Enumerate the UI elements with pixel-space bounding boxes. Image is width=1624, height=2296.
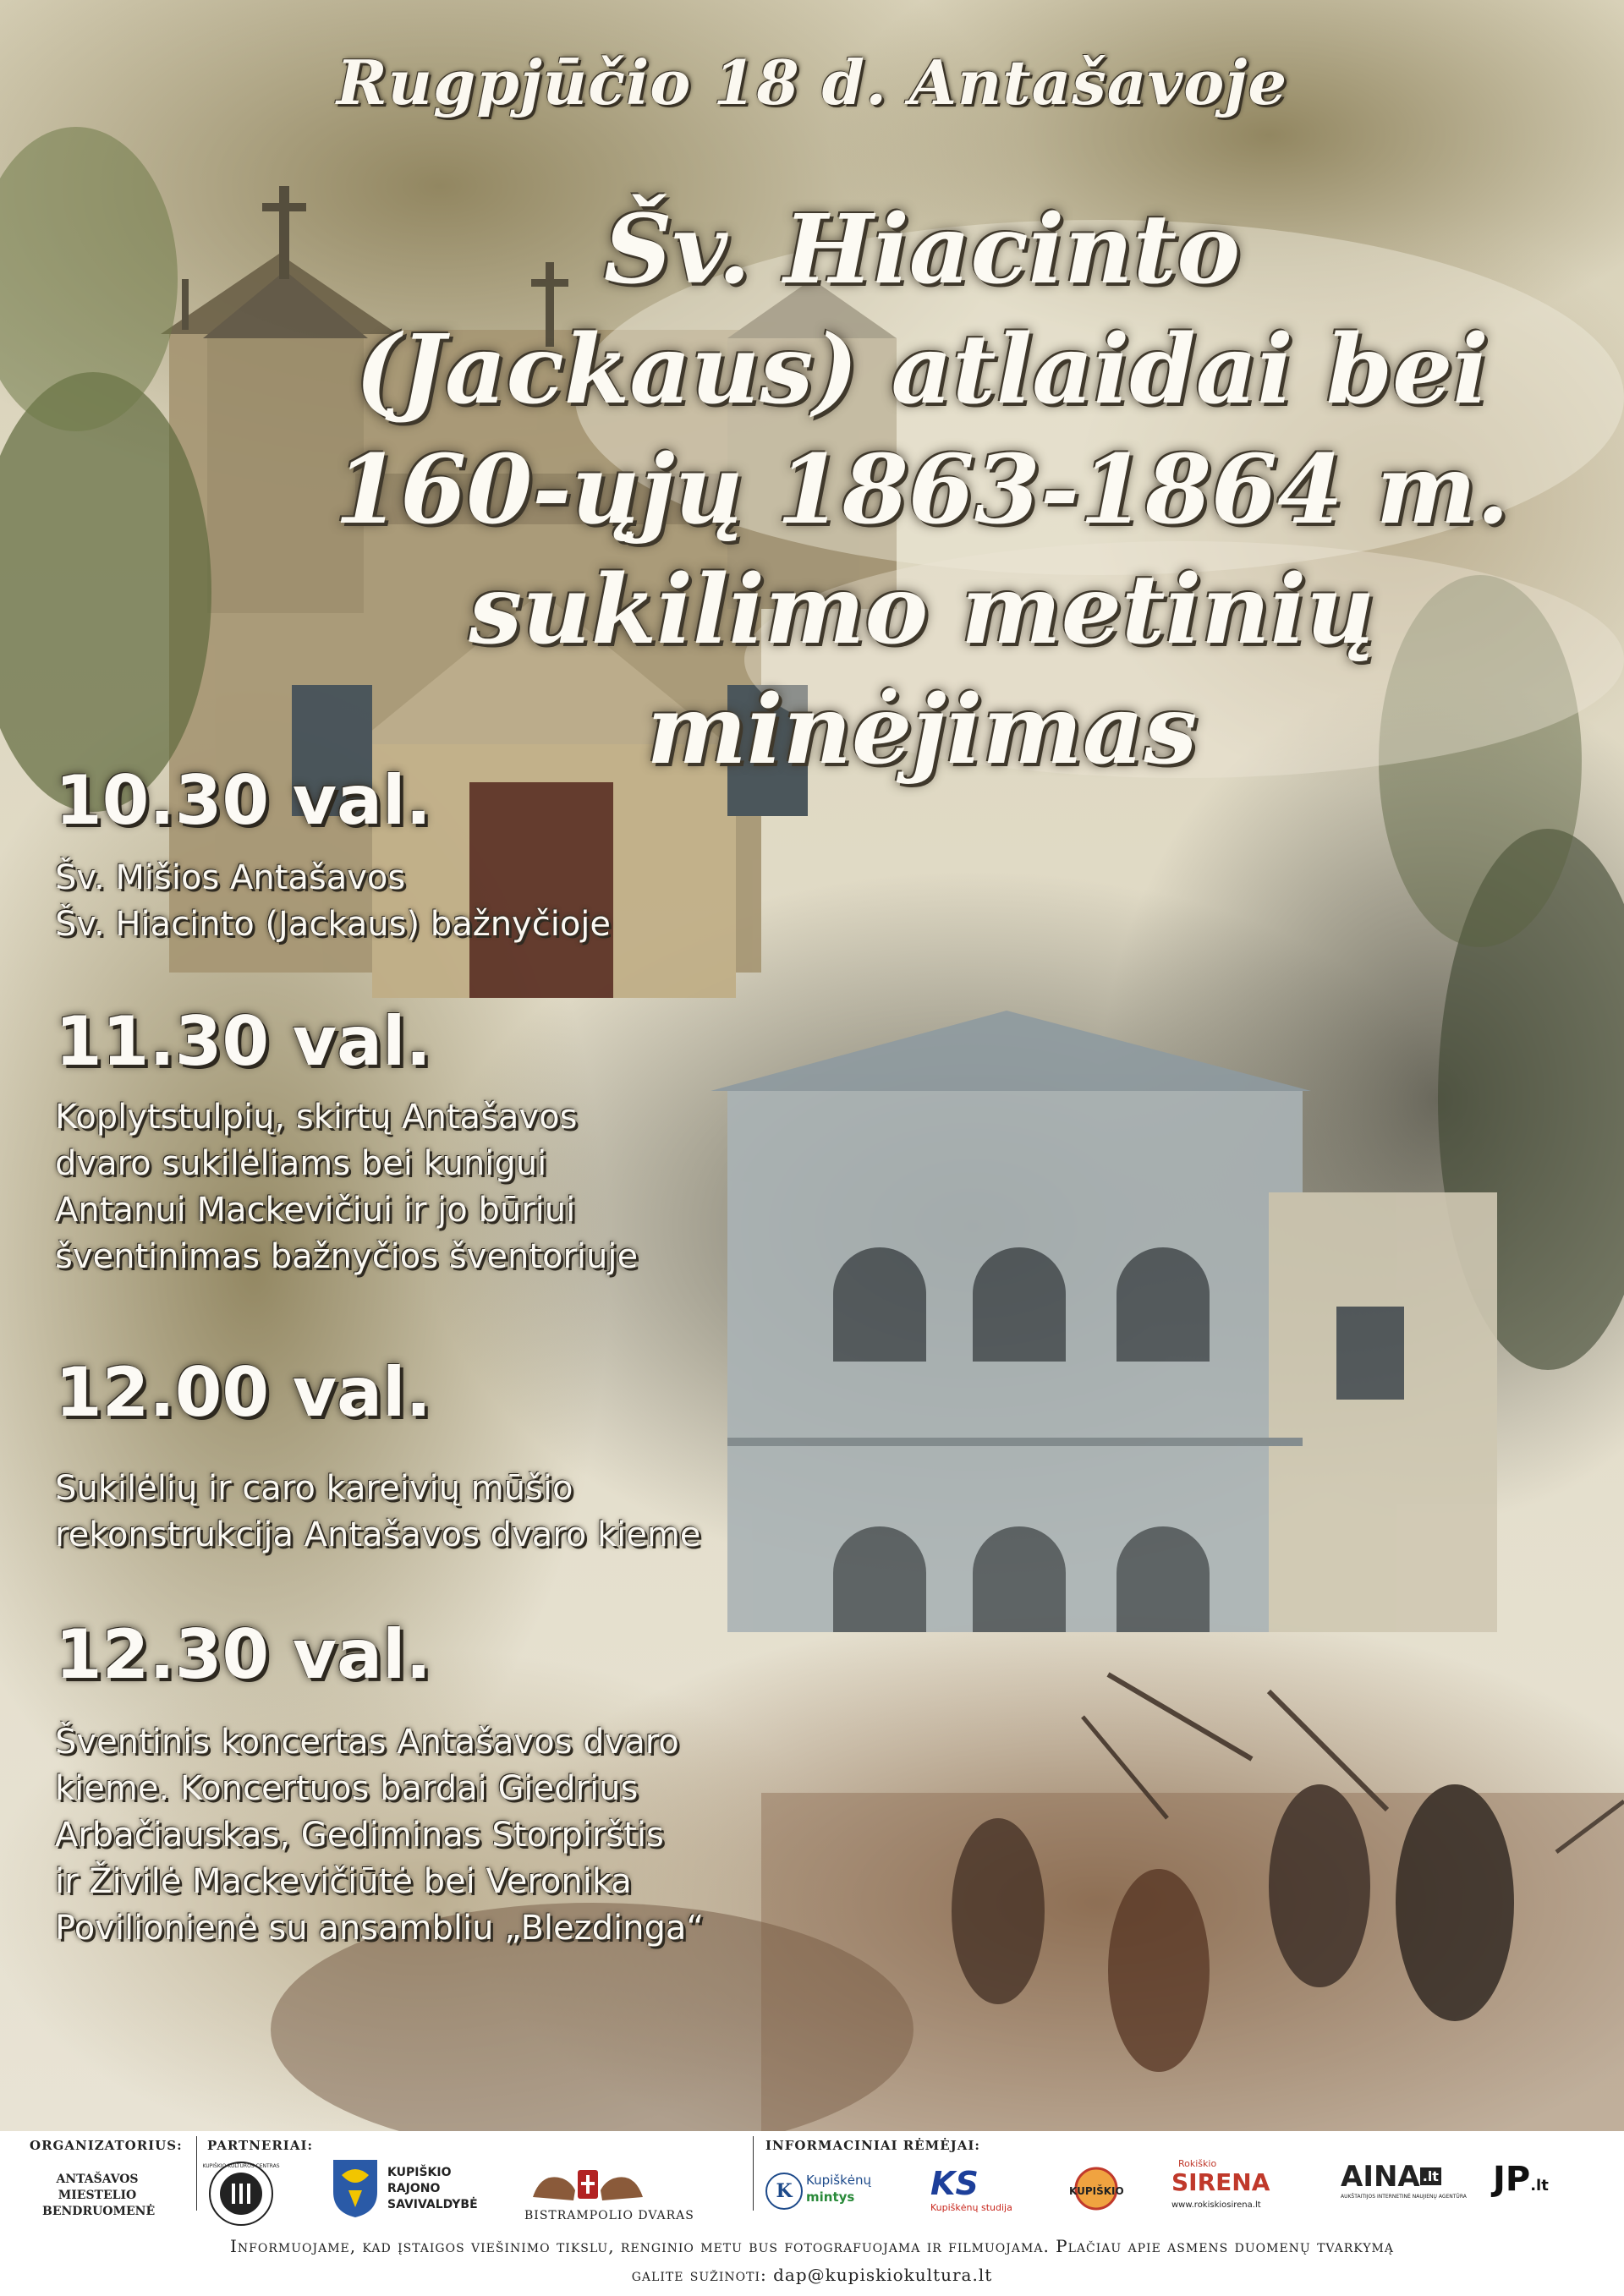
contact-email[interactable]: dap@kupiskiokultura.lt <box>773 2265 993 2285</box>
photo-notice-contact <box>0 2265 1624 2285</box>
description-line: ir Živilė Mackevičiūtė bei Veronika <box>55 1862 632 1901</box>
schedule-time: 12.30 val. <box>55 1615 431 1694</box>
aina-suffix: .lt <box>1420 2167 1441 2185</box>
organizer-line: BENDRUOMENĖ <box>42 2205 156 2218</box>
estate-logo <box>524 2163 651 2206</box>
schedule-item <box>55 1002 638 1280</box>
photo-notice: Informuojame, kad įstaigos viešinimo tikslu, renginio metu bus fotografuojama ir filmuojama. Plačiau apie asmens duomenų tvarkymą <box>230 2236 1394 2256</box>
event-title <box>220 190 1624 791</box>
title-line: Šv. Hiacinto <box>603 195 1241 305</box>
media-sponsors-label: INFORMACINIAI RĖMĖJAI: <box>765 2138 980 2153</box>
schedule-description <box>55 1094 638 1280</box>
culture-center-ring-text: KUPIŠKIO KULTŪROS CENTRAS <box>202 2163 280 2169</box>
title-line: minėjimas <box>646 675 1198 786</box>
jp-suffix: .lt <box>1530 2177 1549 2195</box>
culture-center-logo <box>202 2160 280 2228</box>
organizer-line: MIESTELIO <box>58 2189 137 2202</box>
kupiskenu-studija-logo <box>930 2165 1040 2216</box>
description-line: Antanui Mackevičiui ir jo būriui <box>55 1191 576 1230</box>
title-line: 160-ųjų 1863-1864 m. <box>334 435 1510 545</box>
kupiskenu-line: Kupiškėnų <box>806 2173 872 2188</box>
municipality-line: KUPIŠKIO <box>387 2166 452 2179</box>
municipality-line: SAVIVALDYBĖ <box>387 2198 478 2211</box>
ks-mark: KS <box>930 2165 979 2202</box>
kupiskio-text: KUPIŠKIO <box>1069 2185 1124 2197</box>
description-line: dvaro sukilėliams bei kunigui <box>55 1144 547 1183</box>
description-line: Sukilėlių ir caro kareivių mūšio <box>55 1469 573 1508</box>
sirena-title: SIRENA <box>1171 2168 1270 2196</box>
municipality-name <box>387 2165 497 2213</box>
schedule-description <box>55 1466 700 1559</box>
description-line: šventinimas bažnyčios šventoriuje <box>55 1237 639 1276</box>
description-line: Povilionienė su ansambliu „Blezdinga“ <box>55 1909 705 1948</box>
jp-logo <box>1493 2160 1569 2211</box>
description-line: Koplytstulpių, skirtų Antašavos <box>55 1098 578 1137</box>
event-date-line: Rugpjūčio 18 d. Antašavoje <box>336 47 1288 118</box>
schedule-time: 11.30 val. <box>55 1002 431 1081</box>
ks-caption: Kupiškėnų studija <box>930 2202 1012 2213</box>
estate-name: BISTRAMPOLIO DVARAS <box>524 2209 694 2222</box>
schedule-item <box>55 1615 704 1952</box>
aina-logo <box>1341 2160 1467 2214</box>
jp-title: JP <box>1493 2160 1531 2199</box>
description-line: Šv. Mišios Antašavos <box>55 858 406 897</box>
sirena-url: www.rokiskiosirena.lt <box>1171 2200 1261 2210</box>
contact-prefix: galite sužinoti: <box>631 2265 767 2285</box>
aina-caption: AUKŠTAITIJOS INTERNETINĖ NAUJIENŲ AGENTŪRA <box>1341 2194 1467 2200</box>
kupiskio-logo <box>1064 2163 1128 2211</box>
description-line: Šv. Hiacinto (Jackaus) bažnyčioje <box>55 905 612 944</box>
schedule-description <box>55 855 611 948</box>
organizer-label: ORGANIZATORIUS: <box>30 2138 183 2153</box>
municipality-line: RAJONO <box>387 2182 441 2195</box>
description-line: Šventinis koncertas Antašavos dvaro <box>55 1723 679 1762</box>
footer-divider <box>196 2136 197 2211</box>
mintys-line: mintys <box>806 2189 855 2205</box>
rokiskio-sirena-logo <box>1171 2156 1311 2216</box>
schedule-time: 12.00 val. <box>55 1353 431 1432</box>
sponsor-footer <box>0 2131 1624 2296</box>
schedule-description <box>55 1719 704 1952</box>
description-line: Arbačiauskas, Gediminas Storpirštis <box>55 1816 664 1855</box>
partners-label: PARTNERIAI: <box>207 2138 314 2153</box>
description-line: kieme. Koncertuos bardai Giedrius <box>55 1769 639 1808</box>
title-line: (Jackaus) atlaidai bei <box>355 315 1489 425</box>
schedule-item <box>55 1353 700 1559</box>
title-line: sukilimo metinių <box>469 555 1375 666</box>
municipality-coat-of-arms-icon <box>330 2156 381 2219</box>
kupiskenu-mintys-logo: K Kupiškėnų mintys <box>765 2169 884 2211</box>
organizer-name <box>42 2172 156 2220</box>
description-line: rekonstrukcija Antašavos dvaro kieme <box>55 1515 701 1554</box>
schedule-item <box>55 761 611 948</box>
aina-title: AINA <box>1341 2160 1420 2194</box>
sirena-small: Rokiškio <box>1178 2158 1217 2169</box>
footer-divider <box>753 2136 754 2211</box>
schedule-time: 10.30 val. <box>55 761 431 840</box>
organizer-line: ANTAŠAVOS <box>56 2173 139 2186</box>
